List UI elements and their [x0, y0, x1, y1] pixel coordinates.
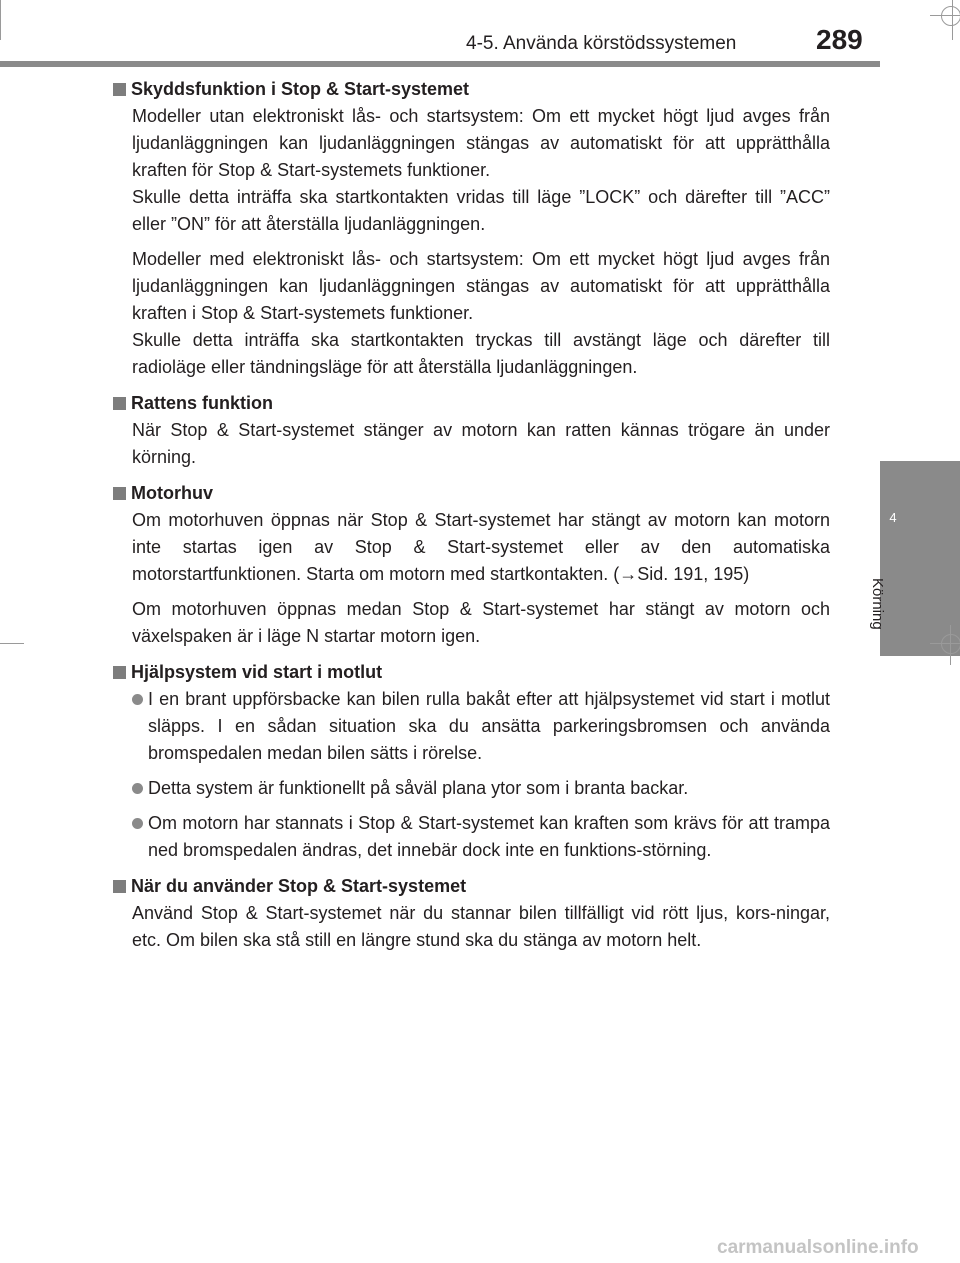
paragraph: Använd Stop & Start-systemet när du stannar bilen tillfälligt vid rött ljus, kors-ningar, etc. Om bilen ska stå still en längre stund ska du stänga av motorn helt.	[132, 903, 830, 950]
crop-mark-top-left	[0, 0, 1, 40]
page-content	[113, 76, 830, 963]
section-heading: Rattens funktion	[113, 390, 830, 417]
registration-mark-top-right-icon	[941, 6, 960, 26]
crop-mark-mid-right-v	[950, 625, 951, 665]
paragraph: Modeller utan elektroniskt lås- och startsystem: Om ett mycket högt ljud avges från ljudanläggningen kan ljudanläggningen stängas av automatiskt för att upprätthålla kraften för Stop & Start-systemets funktioner. Skulle detta inträffa ska startkontakten vridas till läge ”LOCK” och därefter till ”ACC” eller ”ON” för att återställa ljudanläggningen.	[132, 106, 830, 234]
crop-mark-mid-right-h	[930, 643, 960, 644]
square-bullet-icon	[113, 83, 126, 96]
section-steering	[113, 390, 830, 471]
circle-bullet-icon	[132, 818, 143, 829]
section-heading: Motorhuv	[113, 480, 830, 507]
paragraph: Om motorhuven öppnas när Stop & Start-systemet har stängt av motorn kan motorn inte startas igen av Stop & Start-systemet eller av den automatiska motorstartfunktionen. Starta om motorn med startkontakten. (→Sid. 191, 195)	[132, 510, 830, 584]
header-rule	[0, 61, 880, 67]
square-bullet-icon	[113, 880, 126, 893]
paragraph: När Stop & Start-systemet stänger av motorn kan ratten kännas trögare än under körning.	[132, 420, 830, 467]
chapter-tab	[880, 461, 960, 656]
list-item: I en brant uppförsbacke kan bilen rulla bakåt efter att hjälpsystemet vid start i motlut släpps. I en sådan situation ska du ansätta parkeringsbromsen och använda bromspedalen medan bilen sätts i rörelse.	[132, 686, 830, 767]
square-bullet-icon	[113, 666, 126, 679]
list-item: Om motorn har stannats i Stop & Start-systemet kan kraften som krävs för att trampa ned bromspedalen ändras, det innebär dock inte en funktions-störning.	[132, 810, 830, 864]
chapter-number: 4	[889, 510, 897, 525]
crop-mark-mid-left	[0, 643, 24, 644]
section-using-stop-start	[113, 873, 830, 954]
paragraph: Om motorhuven öppnas medan Stop & Start-systemet har stängt av motorn och växelspaken är i läge N startar motorn igen.	[132, 599, 830, 646]
header-section-title: 4-5. Använda körstödssystemen	[466, 33, 737, 54]
section-heading: Hjälpsystem vid start i motlut	[113, 659, 830, 686]
circle-bullet-icon	[132, 694, 143, 705]
crop-mark-top-right-h	[930, 15, 960, 16]
section-stop-start-protection	[113, 76, 830, 381]
circle-bullet-icon	[132, 783, 143, 794]
watermark: carmanualsonline.info	[717, 1237, 919, 1258]
page-number: 289	[816, 24, 863, 55]
square-bullet-icon	[113, 487, 126, 500]
section-heading: Skyddsfunktion i Stop & Start-systemet	[113, 76, 830, 103]
list-item: Detta system är funktionellt på såväl plana ytor som i branta backar.	[132, 775, 830, 802]
paragraph: Modeller med elektroniskt lås- och startsystem: Om ett mycket högt ljud avges från ljudanläggningen kan ljudanläggningen stängas av automatiskt för att upprätthålla kraften i Stop & Start-systemets funktioner. Skulle detta inträffa ska startkontakten tryckas till avstängt läge och därefter till radioläge eller tändningsläge för att återställa ljudanläggningen.	[132, 249, 830, 377]
square-bullet-icon	[113, 397, 126, 410]
section-hood	[113, 480, 830, 650]
chapter-label: Körning	[869, 578, 886, 630]
section-heading: När du använder Stop & Start-systemet	[113, 873, 830, 900]
section-hill-start-assist	[113, 659, 830, 864]
